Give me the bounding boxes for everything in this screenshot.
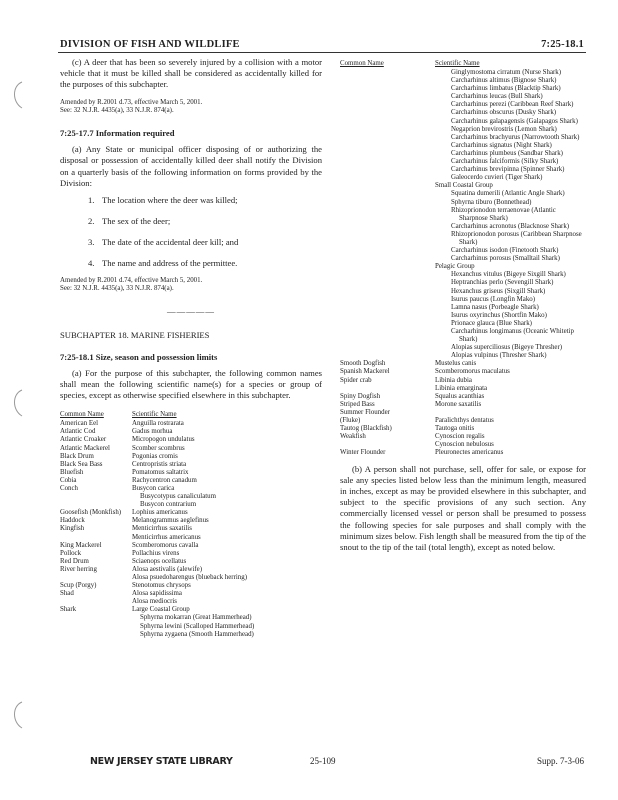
scientific-name: Hexanchus griseus (Sixgill Shark) [451, 287, 546, 295]
common-name [60, 534, 132, 542]
table-row [340, 385, 586, 393]
common-name [340, 142, 435, 150]
supplement-date: Supp. 7-3-06 [537, 756, 584, 766]
section-heading-17-7: 7:25-17.7 Information required [60, 128, 175, 139]
common-name [340, 93, 435, 101]
info-list [60, 195, 322, 269]
table-row [340, 223, 586, 231]
item-number: 4. [88, 258, 95, 269]
table-row [340, 377, 586, 385]
common-name [340, 190, 435, 198]
scientific-name: Carcharhinus falciformis (Silky Shark) [451, 158, 559, 166]
binder-hole-mark [10, 388, 24, 418]
binder-hole-mark [10, 700, 24, 730]
scientific-name: Sphyrna lewini (Scalloped Hammerhead) [140, 622, 255, 630]
item-text: The location where the deer was killed; [102, 195, 238, 206]
table-row [340, 174, 586, 182]
scientific-name: Carcharhinus altimus (Bignose Shark) [451, 77, 557, 85]
scientific-name: Negaprion brevirostris (Lemon Shark) [451, 125, 557, 133]
common-name: Spiny Dogfish [340, 392, 381, 400]
common-name: Atlantic Cod [60, 428, 96, 436]
scientific-name: Carcharhinus obscurus (Dusky Shark) [451, 109, 557, 117]
common-name [340, 166, 435, 174]
common-name [340, 441, 435, 449]
table-row [340, 101, 586, 109]
scientific-name: Squalus acanthias [435, 392, 485, 400]
scientific-name: Lophius americanus [132, 509, 188, 517]
common-name: (Fluke) [340, 417, 361, 425]
scientific-name: Carcharhinus galapagensis (Galapagos Shark) [451, 117, 578, 125]
scientific-name: Squatina dumerili (Atlantic Angle Shark) [451, 190, 565, 198]
right-column [340, 60, 586, 553]
paragraph-c: (c) A deer that has been so severely injured by a collision with a motor vehicle that it must be killed shall be considered as accidentally killed for the purposes of this subchapter. [60, 57, 322, 90]
common-name: Goosefish (Monkfish) [60, 509, 122, 517]
common-name [340, 69, 435, 77]
page-number: 25-109 [310, 756, 336, 766]
scientific-name: Isurus oxyrinchus (Shortfin Mako) [451, 311, 547, 319]
column-header-scientific: Scientific Name [132, 411, 177, 419]
common-name [340, 223, 435, 231]
scientific-name: Carcharhinus plumbeus (Sandbar Shark) [451, 149, 563, 157]
scientific-name: Scomber scombrus [132, 444, 185, 452]
table-row [340, 401, 586, 409]
common-name: Smooth Dogfish [340, 360, 386, 368]
scientific-name: Libinia emarginata [435, 384, 488, 392]
item-text: The name and address of the permittee. [102, 258, 238, 269]
table-row [340, 328, 586, 344]
scientific-name: Carcharhinus acronotus (Blacknose Shark) [451, 222, 570, 230]
scientific-name: Mustelus canis [435, 360, 477, 368]
table-row [340, 190, 586, 198]
scientific-name: Isurus paucus (Longfin Mako) [451, 295, 536, 303]
common-name: Striped Bass [340, 400, 375, 408]
scientific-name: Sphyrna tiburo (Bonnethead) [451, 198, 532, 206]
table-row [340, 433, 586, 441]
table-row [340, 182, 586, 190]
amend-note: Amended by R.2001 d.73, effective March 5, 2001. [60, 98, 203, 106]
table-row [340, 352, 586, 360]
scientific-name: Alosa aestivalis (alewife) [132, 565, 203, 573]
table-row [340, 296, 586, 304]
table-row [340, 279, 586, 287]
library-stamp: NEW JERSEY STATE LIBRARY [90, 756, 233, 767]
scientific-name: Tautoga onitis [435, 425, 475, 433]
scientific-name: Scomberomorus cavalla [132, 541, 199, 549]
scientific-name: Rachycentron canadum [132, 476, 197, 484]
table-row [340, 85, 586, 93]
common-name: Cobia [60, 476, 77, 484]
table-row [60, 461, 254, 469]
table-row [340, 93, 586, 101]
item-text: The date of the accidental deer kill; and [102, 237, 239, 248]
common-name: Scup (Porgy) [60, 582, 97, 590]
common-name [340, 207, 435, 223]
common-name [340, 109, 435, 117]
common-name [340, 328, 435, 344]
table-row [60, 623, 254, 631]
table-row [60, 517, 254, 525]
table-row [60, 493, 254, 501]
table-row [340, 368, 586, 376]
table-row [60, 566, 254, 574]
item-number: 3. [88, 237, 95, 248]
table-row [340, 312, 586, 320]
table-row [340, 118, 586, 126]
species-table-right [340, 60, 586, 458]
scientific-name: Prionace glauca (Blue Shark) [451, 319, 532, 327]
table-row [60, 445, 254, 453]
common-name [340, 304, 435, 312]
section-divider: ————— [167, 305, 215, 316]
scientific-name: Alosa sapidissima [132, 590, 182, 598]
scientific-name: Libinia dubia [435, 376, 472, 384]
see-note: See: 32 N.J.R. 4435(a), 33 N.J.R. 874(a). [60, 285, 174, 293]
table-row [340, 417, 586, 425]
table-row [60, 436, 254, 444]
amend-note: Amended by R.2001 d.74, effective March 5, 2001. [60, 277, 203, 285]
common-name [340, 271, 435, 279]
common-name [340, 288, 435, 296]
common-name: Black Sea Bass [60, 460, 103, 468]
scientific-name: Carcharhinus brachyurus (Narrowtooth Shark) [451, 133, 580, 141]
table-row [340, 320, 586, 328]
common-name: River herring [60, 565, 97, 573]
subchapter-heading: SUBCHAPTER 18. MARINE FISHERIES [60, 329, 210, 340]
table-row [340, 441, 586, 449]
table-row [340, 207, 586, 223]
common-name [60, 614, 132, 622]
common-name [340, 296, 435, 304]
table-row [340, 288, 586, 296]
common-name [60, 631, 132, 639]
table-row [60, 590, 254, 598]
common-name: Shad [60, 590, 74, 598]
scientific-name: Rhizoprionodon terraenovae (Atlantic Sharpnose Shark) [451, 206, 556, 222]
common-name: Atlantic Mackerel [60, 444, 110, 452]
table-row [60, 525, 254, 533]
table-row [60, 509, 254, 517]
table-row [340, 158, 586, 166]
scientific-name: Sphyrna mokarran (Great Hammerhead) [140, 614, 252, 622]
table-row [340, 231, 586, 247]
list-item [60, 258, 322, 269]
header-rule [58, 52, 586, 53]
common-name [340, 344, 435, 352]
see-note: See: 32 N.J.R. 4435(a), 33 N.J.R. 874(a). [60, 106, 174, 114]
table-row [60, 558, 254, 566]
table-row [340, 360, 586, 368]
paragraph-b: (b) A person shall not purchase, sell, offer for sale, or expose for sale any species listed below less than the minimum length, measured in inches, except as may be provided elsewhere in this subchapter, and subject to the specific provisions of any such section. Any commercially licensed vessel or person shall be presumed to possess the following species for sale purposes and shall comply with the minimum sizes below. Fish length shall be measured from the tip of the snout to the tip of the tail (total length), except as noted below. [340, 463, 586, 552]
scientific-name: Anguilla rostrarata [132, 420, 184, 428]
scientific-name: Ginglymostoma cirratum (Nurse Shark) [451, 69, 562, 76]
common-name: Weakfish [340, 433, 366, 441]
table-row [340, 134, 586, 142]
common-name [60, 493, 132, 501]
common-name: Summer Flounder [340, 408, 390, 416]
common-name [340, 320, 435, 328]
common-name [340, 158, 435, 166]
item-number: 1. [88, 195, 95, 206]
scientific-name: Centropristis striata [132, 460, 187, 468]
table-row [340, 199, 586, 207]
table-row [340, 304, 586, 312]
scientific-name: Busycon contrarium [140, 501, 197, 509]
scientific-name: Carcharhinus limbatus (Blacktip Shark) [451, 85, 561, 93]
common-name [340, 134, 435, 142]
table-row [340, 247, 586, 255]
common-name [340, 118, 435, 126]
common-name: Black Drum [60, 452, 94, 460]
table-row [340, 255, 586, 263]
scientific-name: Galeocerdo cuvieri (Tiger Shark) [451, 174, 543, 182]
table-row [340, 77, 586, 85]
scientific-name: Menticirrhus americanus [132, 533, 201, 541]
scientific-name: Alopias superciliosus (Bigeye Thresher) [451, 344, 563, 352]
table-row [340, 263, 586, 271]
scientific-name: Carcharhinus brevipinna (Spinner Shark) [451, 166, 565, 174]
page-footer [60, 756, 584, 770]
page-header [60, 36, 584, 50]
common-name: Bluefish [60, 468, 84, 476]
common-name [340, 385, 435, 393]
scientific-name: Pogonias cromis [132, 452, 178, 460]
table-row [340, 271, 586, 279]
common-name [60, 598, 132, 606]
common-name: King Mackerel [60, 541, 102, 549]
scientific-name: Pleuronectes americanus [435, 449, 504, 457]
common-name [340, 85, 435, 93]
table-row [60, 550, 254, 558]
scientific-name: Carcharhinus longimanus (Oceanic Whitetip Shark) [451, 328, 574, 344]
scientific-name: Sciaenops ocellatus [132, 557, 187, 565]
scientific-name: Small Coastal Group [435, 182, 493, 190]
table-row [60, 428, 254, 436]
common-name [340, 231, 435, 247]
common-name: Spider crab [340, 376, 372, 384]
item-number: 2. [88, 216, 95, 227]
header-section: 7:25-18.1 [541, 39, 584, 50]
list-item [60, 216, 322, 227]
scientific-name: Cynoscion nebulosus [435, 441, 494, 449]
scientific-name: Alopias vulpinus (Thresher Shark) [451, 352, 547, 360]
common-name [340, 126, 435, 134]
table-row [60, 534, 254, 542]
table-row [340, 142, 586, 150]
table-row [340, 126, 586, 134]
scientific-name: Micropogon undulatus [132, 436, 195, 444]
common-name [340, 247, 435, 255]
common-name [340, 255, 435, 263]
left-column [60, 57, 322, 639]
table-row [60, 606, 254, 614]
scientific-name: Hexanchus vitulus (Bigeye Sixgill Shark) [451, 271, 566, 279]
table-row [340, 166, 586, 174]
scientific-name: Morone saxatilis [435, 400, 482, 408]
scientific-name: Rhizoprionodon porosus (Caribbean Sharpnose Shark) [451, 230, 582, 246]
scientific-name: Paralichthys dentatus [435, 417, 494, 425]
common-name: American Eel [60, 420, 99, 428]
table-row [340, 393, 586, 401]
common-name [340, 77, 435, 85]
table-row [340, 150, 586, 158]
common-name [60, 623, 132, 631]
scientific-name: Busycotypus canaliculatum [140, 493, 216, 501]
section-heading-18-1: 7:25-18.1 Size, season and possession limits [60, 351, 218, 362]
common-name: Kingfish [60, 525, 85, 533]
table-row [60, 582, 254, 590]
species-table-left [60, 411, 254, 639]
common-name: Tautog (Blackfish) [340, 425, 392, 433]
common-name: Conch [60, 484, 78, 492]
binder-hole-mark [10, 80, 24, 110]
common-name [340, 150, 435, 158]
table-row [60, 542, 254, 550]
common-name [340, 101, 435, 109]
common-name [340, 174, 435, 182]
table-row [340, 425, 586, 433]
table-row [340, 109, 586, 117]
scientific-name: Scomberomorus maculatus [435, 368, 510, 376]
column-header-scientific: Scientific Name [435, 60, 480, 67]
scientific-name: Pollachius virens [132, 549, 180, 557]
common-name: Atlantic Croaker [60, 436, 107, 444]
common-name [340, 182, 435, 190]
scientific-name: Alosa mediocris [132, 598, 177, 606]
common-name: Shark [60, 606, 77, 614]
scientific-name: Carcharhinus isodon (Finetooth Shark) [451, 247, 559, 255]
scientific-name: Heptranchias perlo (Sevengill Shark) [451, 279, 554, 287]
scientific-name: Alosa psuedoharengus (blueback herring) [132, 574, 247, 581]
scientific-name: Carcharhinus perezi (Caribbean Reef Shark) [451, 101, 574, 109]
table-row [60, 614, 254, 622]
table-row [60, 574, 254, 582]
table-row [340, 69, 586, 77]
table-row [60, 469, 254, 477]
scientific-name: Lamna nasus (Porbeagle Shark) [451, 303, 539, 311]
column-header-common: Common Name [60, 411, 104, 419]
scientific-name: Carcharhinus porosus (Smalltail Shark) [451, 255, 560, 263]
scientific-name: Cynoscion regalis [435, 433, 485, 441]
scientific-name: Large Coastal Group [132, 606, 190, 614]
list-item [60, 195, 322, 206]
table-row [60, 631, 254, 639]
header-title: DIVISION OF FISH AND WILDLIFE [60, 39, 240, 50]
common-name [60, 574, 132, 582]
table-row [60, 420, 254, 428]
common-name: Red Drum [60, 557, 89, 565]
scientific-name: Sphyrna zygaena (Smooth Hammerhead) [140, 630, 254, 638]
common-name: Winter Flounder [340, 449, 386, 457]
scientific-name: Menticirrhus saxatilis [132, 525, 192, 533]
scientific-name: Pomatomus saltatrix [132, 468, 189, 476]
paragraph-a: (a) Any State or municipal officer disposing of or authorizing the disposal or possession of accidentally killed deer shall notify the Division on a quarterly basis of the following information on forms provided by the Division: [60, 144, 322, 188]
table-row [60, 485, 254, 493]
common-name [340, 199, 435, 207]
scientific-name: Stenotomus chrysops [132, 582, 191, 590]
scientific-name: Busycon carica [132, 484, 175, 492]
table-row [340, 449, 586, 457]
common-name [340, 352, 435, 360]
common-name: Pollock [60, 549, 82, 557]
list-item [60, 237, 322, 248]
table-row [60, 453, 254, 461]
column-header-common: Common Name [340, 60, 384, 67]
common-name [60, 501, 132, 509]
paragraph-a-18: (a) For the purpose of this subchapter, the following common names shall mean the following scientific name(s) for a species or group of species, except as otherwise specified elsewhere in this subchapter. [60, 367, 322, 401]
scientific-name: Gadus morhua [132, 428, 173, 436]
scientific-name [435, 409, 586, 417]
common-name [340, 263, 435, 271]
common-name: Spanish Mackerel [340, 368, 390, 376]
table-row [60, 501, 254, 509]
common-name [340, 279, 435, 287]
common-name [340, 312, 435, 320]
table-row [340, 409, 586, 417]
scientific-name: Carcharhinus signatus (Night Shark) [451, 141, 552, 149]
scientific-name: Melanogrammus aeglefinus [132, 517, 209, 525]
scientific-name: Carcharhinus leucas (Bull Shark) [451, 93, 543, 101]
item-text: The sex of the deer; [102, 216, 171, 227]
common-name: Haddock [60, 517, 85, 525]
scientific-name: Pelagic Group [435, 263, 475, 271]
table-row [340, 344, 586, 352]
table-row [60, 598, 254, 606]
table-row [60, 477, 254, 485]
